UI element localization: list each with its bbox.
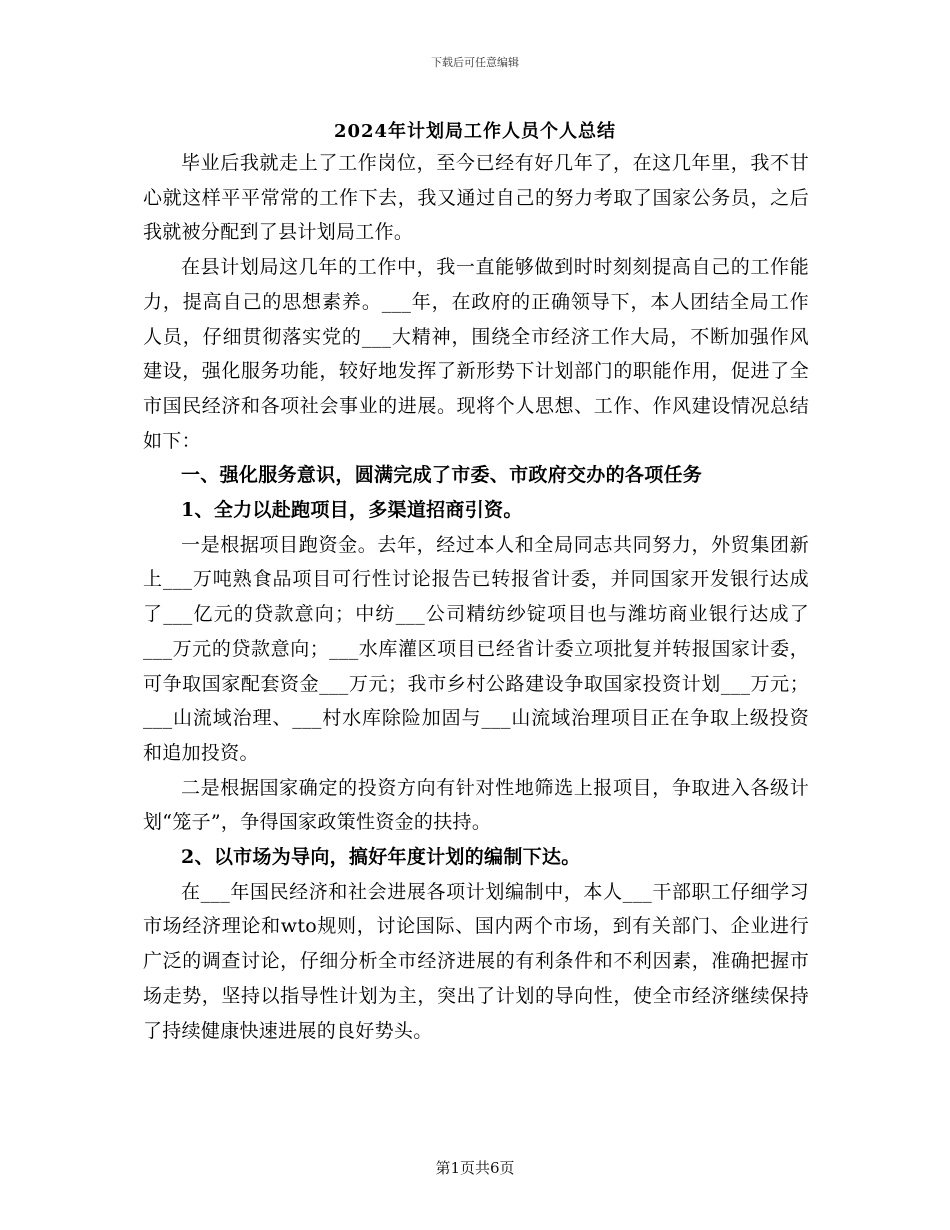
paragraph-intro: 毕业后我就走上了工作岗位，至今已经有好几年了，在这几年里，我不甘心就这样平平常常的工作下去，我又通过自己的努力考取了国家公务员，之后我就被分配到了县计划局工作。 [143, 152, 809, 244]
section-heading-1: 一、强化服务意识，圆满完成了市委、市政府交办的各项任务 [181, 464, 703, 487]
paragraph-project-screening: 二是根据国家确定的投资方向有针对性地筛选上报项目，争取进入各级计划“笼子”，争得国家政策性资金的扶持。 [143, 776, 809, 834]
subsection-heading-1: 1、全力以赴跑项目，多渠道招商引资。 [181, 499, 523, 522]
page-header-note: 下载后可任意编辑 [431, 56, 519, 69]
paragraph-annual-plan: 在___年国民经济和社会进展各项计划编制中，本人___干部职工仔细学习市场经济理论和wto规则，讨论国际、国内两个市场，到有关部门、企业进行广泛的调查讨论，仔细分析全市经济进展的有利条件和不利因素，准确把握市场走势，坚持以指导性计划为主，突出了计划的导向性，使全市经济继续保持了持续健康快速进展的良好势头。 [143, 880, 809, 1042]
subsection-heading-2: 2、以市场为导向，搞好年度计划的编制下达。 [181, 846, 581, 869]
page-number: 第1页共6页 [435, 1159, 515, 1177]
paragraph-overview: 在县计划局这几年的工作中，我一直能够做到时时刻刻提高自己的工作能力，提高自己的思想素养。___年，在政府的正确领导下，本人团结全局工作人员，仔细贯彻落实党的___大精神，围绕全市经济工作大局，不断加强作风建设，强化服务功能，较好地发挥了新形势下计划部门的职能作用，促进了全市国民经济和各项社会事业的进展。现将个人思想、工作、作风建设情况总结如下： [143, 256, 809, 452]
document-body [143, 146, 809, 1048]
paragraph-project-funding: 一是根据项目跑资金。去年，经过本人和全局同志共同努力，外贸集团新上___万吨熟食品项目可行性讨论报告已转报省计委，并同国家开发银行达成了___亿元的贷款意向；中纺___公司精纺纱锭项目也与潍坊商业银行达成了___万元的贷款意向；___水库灌区项目已经省计委立项批复并转报国家计委，可争取国家配套资金___万元；我市乡村公路建设争取国家投资计划___万元；___山流域治理、___村水库除险加固与___山流域治理项目正在争取上级投资和追加投资。 [143, 533, 809, 764]
document-title: 2024年计划局工作人员个人总结 [333, 121, 617, 142]
